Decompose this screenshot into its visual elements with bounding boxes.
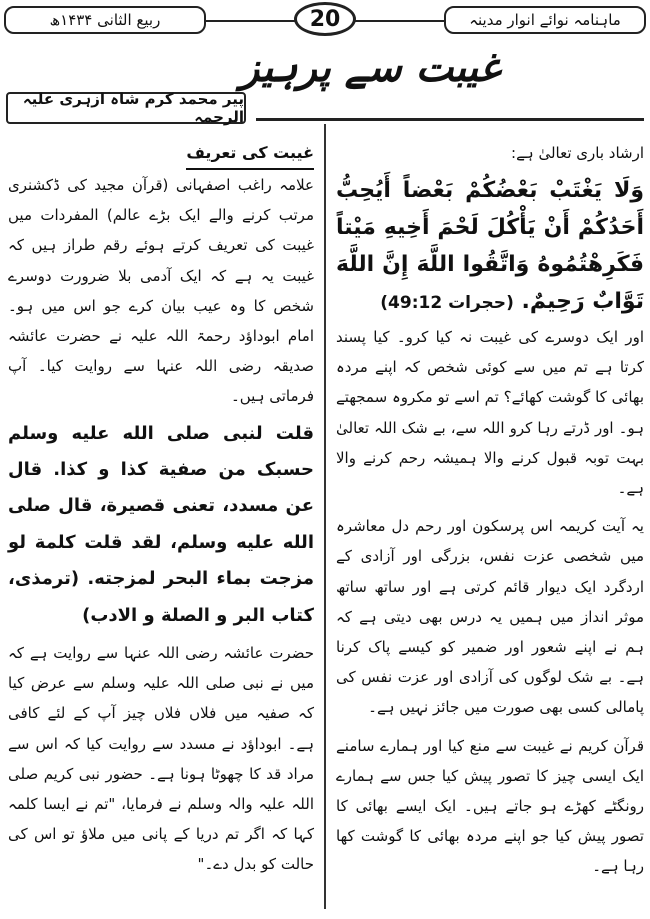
title-band [0, 42, 650, 126]
article-title: غیبت سے پرہیز [240, 44, 500, 91]
ayah-translation: اور ایک دوسرے کی غیبت نہ کیا کرو۔ کیا پسند کرتا ہے تم میں سے کوئی شخص کہ اپنے مردہ بھائی کا گوشت کھائے؟ تم اسے تو مکروہ سمجھتے ہو۔ اور ڈرتے رہا کرو اللہ سے، بے شک اللہ تعالیٰ بہت توبہ قبول کرنے والا ہمیشہ رحم کرنے والا ہے۔ [336, 328, 644, 498]
title-rule [256, 118, 644, 121]
left-paragraph-1: علامہ راغب اصفہانی (قرآن مجید کی ڈکشنری مرتب کرنے والے ایک بڑے عالم) المفردات میں غیبت کی تعریف کرتے ہوئے رقم طراز ہیں کہ غیبت یہ ہے کہ ایک آدمی بلا ضرورت دوسرے شخص کا وہ عیب بیان کرے جو اس میں ہو۔ امام ابوداؤد رحمۃ اللہ علیہ نے حضرت عائشہ صدیقہ رضی اللہ عنہا سے روایت کیا۔ آپ فرماتی ہیں۔ [8, 176, 314, 406]
left-paragraph-2: حضرت عائشہ رضی اللہ عنہا سے روایت ہے کہ میں نے نبی صلی اللہ علیہ وسلم سے عرض کیا کہ صفیہ میں فلاں فلاں چیز آپ کے لئے کافی ہے۔ ابوداؤد نے مسدد سے روایت کیا کہ اس سے مراد قد کا چھوٹا ہونا ہے۔ حضور نبی کریم صلی اللہ علیہ والہ وسلم نے فرمایا، "تم نے ایسا کلمہ کہا کہ اگر تم دریا کے پانی میں ملاؤ تو اس کی حالت کو بدل دے۔" [8, 644, 314, 874]
section-heading: غیبت کی تعریف [186, 138, 314, 170]
article-author: پیر محمد کرم شاہ ازہری علیہ الرحمہ [6, 92, 246, 124]
right-paragraph-2: قرآن کریم نے غیبت سے منع کیا اور ہمارے سامنے ایک ایسی چیز کا تصور پیش کیا جس سے ہمارے رونگٹے کھڑے ہو جاتے ہیں۔ ایک ایسے بھائی کا تصور پیش کیا جو اپنے مردہ بھائی کا گوشت کھا رہا ہے۔ [336, 736, 644, 876]
right-column [336, 138, 644, 882]
column-divider [324, 124, 326, 909]
page-number: 20 [294, 2, 356, 36]
quran-ayah [336, 172, 644, 322]
ayah-text: وَلَا يَغْتَبْ بَعْضُكُمْ بَعْضاً أَيُحِبُّ أَحَدُكُمْ أَنْ يَأْكُلَ لَحْمَ أَخِيهِ مَيْتاً فَكَرِهْتُمُوهُ وَاتَّقُوا اللَّهَ إِنَّ اللَّهَ تَوَّابٌ رَحِيمٌ. [336, 178, 644, 314]
ayah-intro: ارشاد باری تعالیٰ ہے: [511, 144, 644, 162]
magazine-name: ماہنامہ نوائے انوار مدینہ [444, 6, 646, 34]
ayah-reference: (حجرات 49:12) [380, 293, 514, 313]
hadith-text: قلت لنبى صلى الله عليه وسلم حسبک من صفية كذا و كذا. قال عن مسدد، تعنى قصيرة، قال صلى الله عليه وسلم، لقد قلت كلمة لو مزجت بماء البحر لمزجته. (ترمذی، کتاب البر و الصلة و الادب) [8, 422, 314, 626]
issue-date: ربیع الثانی ۱۴۳۴ھ [4, 6, 206, 34]
right-paragraph-1: یہ آیت کریمہ اس پرسکون اور رحم دل معاشرہ میں شخصی عزت نفس، بزرگی اور آزادی کے اردگرد ایک دیوار قائم کرتی ہے اور ساتھ ساتھ موثر انداز میں ہمیں یہ درس بھی دیتی ہے کہ ہم نے اپنے شعور اور ضمیر کو کیسے پاک کرنا ہے۔ بے شک لوگوں کی آزادی اور عزت نفس کی پامالی کسی بھی صورت میں جائز نہیں ہے۔ [336, 517, 644, 717]
left-column [8, 138, 314, 880]
